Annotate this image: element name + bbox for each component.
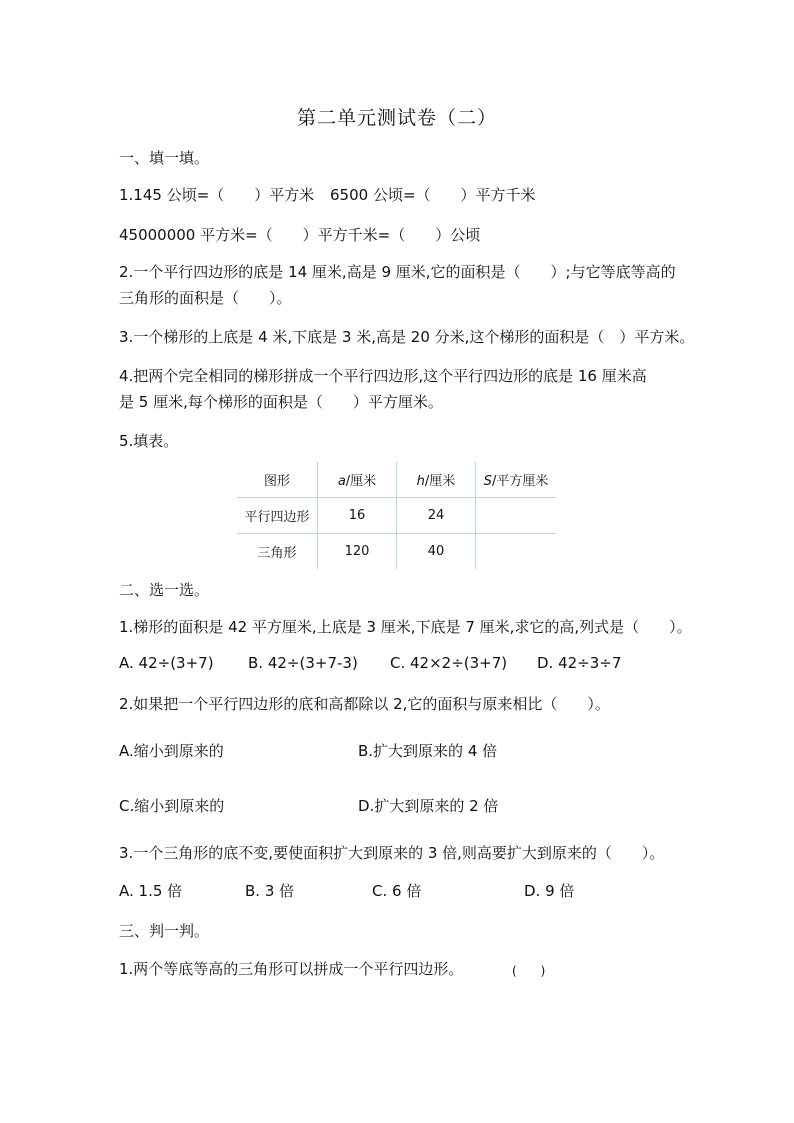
- answer-blank-3-1[interactable]: ( ): [512, 964, 546, 978]
- table-header-cell: h/厘米: [397, 462, 476, 498]
- table-cell-empty[interactable]: [476, 534, 557, 570]
- page-title: 第二单元测试卷（二）: [296, 107, 497, 129]
- option-2-3-b[interactable]: B. 3 倍: [245, 882, 295, 900]
- question-1-1b: 6500 公顷=（ ）平方千米: [330, 186, 536, 204]
- section2-heading: 二、选一选。: [119, 581, 210, 599]
- table-cell: 40: [397, 534, 476, 570]
- option-2-2-a[interactable]: A.缩小到原来的: [119, 742, 224, 760]
- option-2-2-d[interactable]: D.扩大到原来的 2 倍: [358, 797, 499, 815]
- question-1-1a: 1.145 公顷=（ ）平方米: [119, 186, 315, 204]
- table-header-cell: a/厘米: [318, 462, 397, 498]
- question-2-1: 1.梯形的面积是 42 平方厘米,上底是 3 厘米,下底是 7 厘米,求它的高,列式是（ ）。: [119, 618, 692, 636]
- table-header-row: [237, 462, 556, 498]
- table-cell: 16: [318, 498, 397, 534]
- question-1-3: 3.一个梯形的上底是 4 米,下底是 3 米,高是 20 分米,这个梯形的面积是（ ）平方米。: [119, 328, 695, 346]
- table-row: [237, 534, 556, 570]
- section1-heading: 一、填一填。: [119, 149, 210, 167]
- variable-letter: S: [483, 474, 492, 489]
- option-2-2-c[interactable]: C.缩小到原来的: [119, 797, 225, 815]
- fill-table: [237, 462, 556, 569]
- section3-heading: 三、判一判。: [119, 922, 210, 940]
- variable-letter: h: [416, 474, 425, 489]
- question-1-4-line2: 是 5 厘米,每个梯形的面积是（ ）平方厘米。: [119, 393, 443, 411]
- option-2-3-c[interactable]: C. 6 倍: [372, 882, 422, 900]
- variable-letter: a: [337, 474, 346, 489]
- question-1-5: 5.填表。: [119, 432, 179, 450]
- option-2-2-b[interactable]: B.扩大到原来的 4 倍: [358, 742, 498, 760]
- question-1-2-line2: 三角形的面积是（ ）。: [119, 289, 292, 307]
- table-row: [237, 498, 556, 534]
- question-1-4-line1: 4.把两个完全相同的梯形拼成一个平行四边形,这个平行四边形的底是 16 厘米高: [119, 367, 647, 385]
- option-2-3-d[interactable]: D. 9 倍: [524, 882, 575, 900]
- table-cell: 120: [318, 534, 397, 570]
- table-cell: 三角形: [237, 534, 318, 570]
- table-cell: 24: [397, 498, 476, 534]
- option-2-1-d[interactable]: D. 42÷3÷7: [537, 654, 622, 672]
- question-2-2: 2.如果把一个平行四边形的底和高都除以 2,它的面积与原来相比（ ）。: [119, 695, 610, 713]
- question-1-1c: 45000000 平方米=（ ）平方千米=（ ）公顷: [119, 226, 481, 244]
- table-cell-empty[interactable]: [476, 498, 557, 534]
- option-2-1-c[interactable]: C. 42×2÷(3+7): [390, 654, 508, 672]
- option-2-1-b[interactable]: B. 42÷(3+7-3): [248, 654, 358, 672]
- table-header-cell: S/平方厘米: [476, 462, 557, 498]
- table-cell: 平行四边形: [237, 498, 318, 534]
- table-header-cell: 图形: [263, 474, 290, 489]
- option-2-1-a[interactable]: A. 42÷(3+7): [119, 654, 214, 672]
- question-1-2-line1: 2.一个平行四边形的底是 14 厘米,高是 9 厘米,它的面积是（ ）;与它等底等高的: [119, 263, 676, 281]
- question-2-3: 3.一个三角形的底不变,要使面积扩大到原来的 3 倍,则高要扩大到原来的（ ）。: [119, 844, 665, 862]
- option-2-3-a[interactable]: A. 1.5 倍: [119, 882, 183, 900]
- question-3-1: 1.两个等底等高的三角形可以拼成一个平行四边形。: [119, 960, 464, 978]
